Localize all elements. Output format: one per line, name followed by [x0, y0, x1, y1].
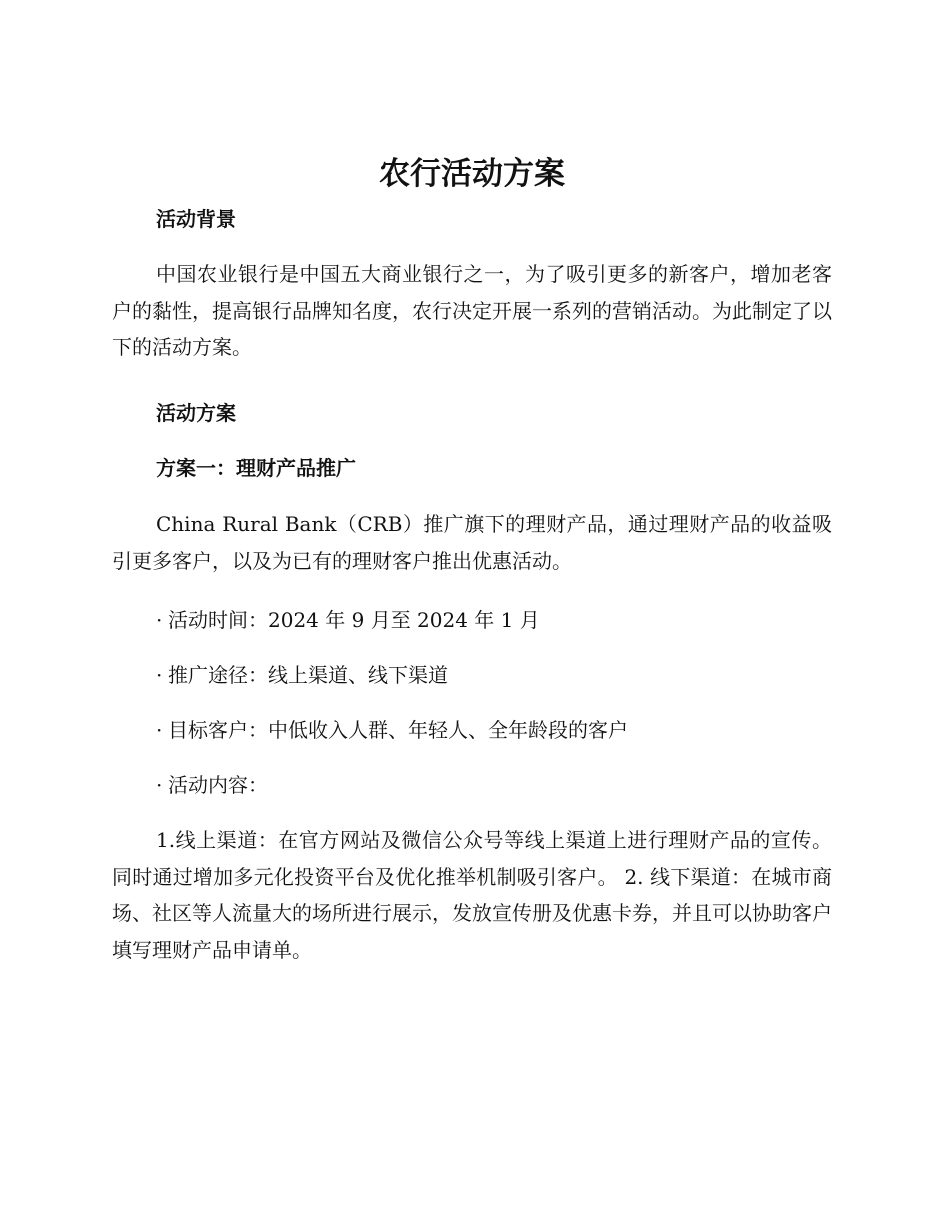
plan-one-intro-paragraph: China Rural Bank（CRB）推广旗下的理财产品，通过理财产品的收益吸引更多客户，以及为已有的理财客户推出优惠活动。 [112, 512, 832, 573]
bullet-text: 目标客户：中低收入人群、年轻人、全年龄段的客户 [168, 718, 628, 742]
bullet-text: 活动时间：2024 年 9 月至 2024 年 1 月 [168, 608, 540, 632]
bullet-marker: · [156, 718, 163, 742]
bullet-marker: · [156, 608, 163, 632]
section-heading-plan: 活动方案 [156, 401, 236, 425]
bullet-text: 推广途径：线上渠道、线下渠道 [168, 663, 448, 687]
content-paragraph: 1.线上渠道：在官方网站及微信公众号等线上渠道上进行理财产品的宣传。同时通过增加多元化投资平台及优化推举机制吸引客户。 2. 线下渠道：在城市商场、社区等人流量大的场所进行展示，发放宣传册及优惠卡券，并且可以协助客户填写理财产品申请单。 [112, 828, 832, 962]
bullet-item-content [156, 770, 268, 800]
bullet-item-time [156, 605, 540, 635]
document-title: 农行活动方案 [379, 156, 565, 192]
subsection-heading-plan-one: 方案一：理财产品推广 [156, 456, 356, 480]
bullet-text: 活动内容： [168, 773, 268, 797]
bullet-item-channels [156, 660, 448, 690]
bullet-item-target-customers [156, 715, 628, 745]
bullet-marker: · [156, 663, 163, 687]
bullet-marker: · [156, 773, 163, 797]
background-paragraph: 中国农业银行是中国五大商业银行之一，为了吸引更多的新客户，增加老客户的黏性，提高银行品牌知名度，农行决定开展一系列的营销活动。为此制定了以下的活动方案。 [112, 262, 832, 359]
section-heading-background: 活动背景 [156, 207, 236, 231]
